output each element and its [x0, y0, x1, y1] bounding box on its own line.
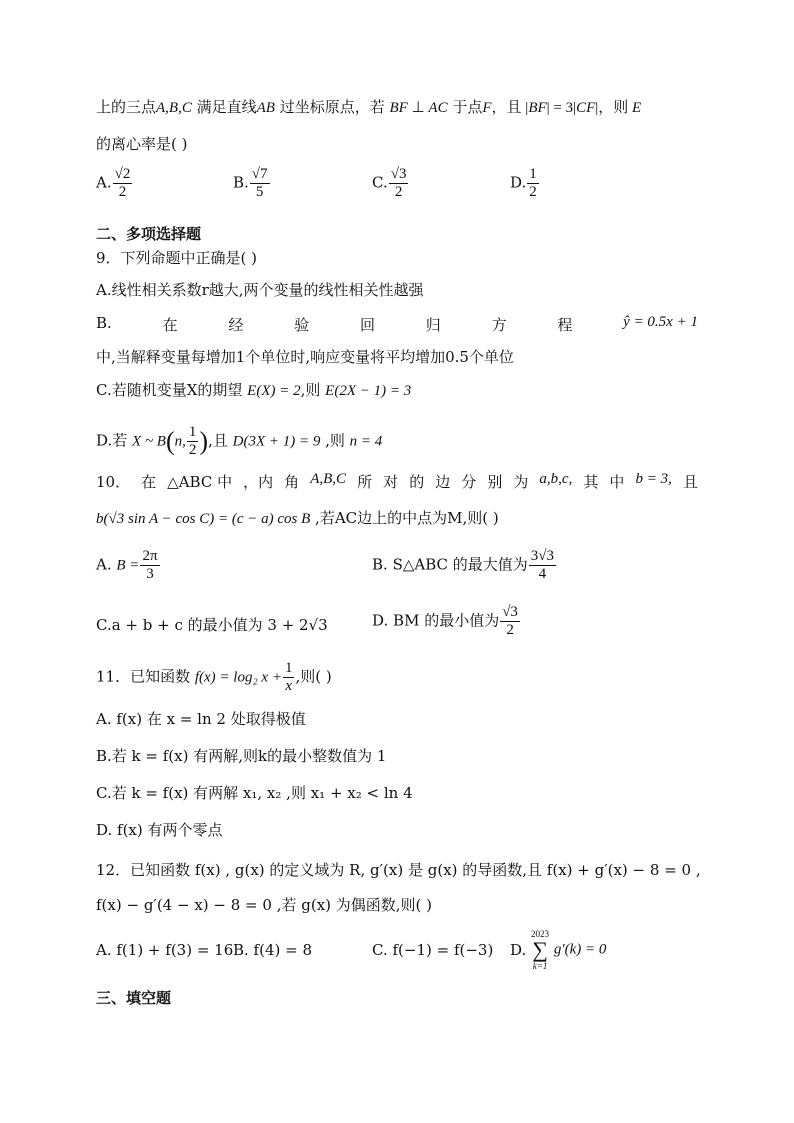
section-heading-multi-choice: 二、多项选择题 [96, 225, 202, 243]
q12-option-d[interactable]: D. 2023 ∑ k=1 g′(k) = 0 [510, 929, 607, 971]
q8-option-b[interactable]: B. $\frac{√7}{5}$ [233, 166, 268, 200]
q10-stem-line2: b(√3 sin A − cos C) = (c − a) cos B ,若AC边上的中点为M,则( ) [96, 509, 499, 527]
q11-option-d[interactable]: D. f(x) 有两个零点 [96, 821, 223, 839]
q10-stem-line1: 10． 在 △ABC 中 ，内 角 A,B,C 所 对 的 边 分 别 为 a,b,c, 其 中 b = 3, 且 [96, 471, 698, 491]
q9-stem: 9．下列命题中正确是( ) [96, 249, 258, 267]
q8-line2: 的离心率是( ) [96, 135, 188, 153]
q8-option-c[interactable]: C. $\frac{√3}{2}$ [372, 166, 407, 200]
q11-stem: 11．已知函数 f(x) = log₂ x + $\frac{1}{x}$ ,则( ) [96, 660, 332, 694]
q10-option-d[interactable]: D. BM 的最小值为 $\frac{√3}{2}$ [372, 604, 518, 638]
q9-option-b-line2: 中,当解释变量每增加1个单位时,响应变量将平均增加0.5个单位 [96, 348, 514, 366]
q12-stem-line2: f(x) − g′(4 − x) − 8 = 0 ,若 g(x) 为偶函数,则( ) [96, 896, 433, 914]
q8-option-a[interactable]: A. $\frac{√2}{2}$ [96, 166, 131, 200]
q9-option-b-line1[interactable]: B. 在 经 验 回 归 方 程 ŷ = 0.5x + 1 [96, 314, 698, 334]
q11-option-a[interactable]: A. f(x) 在 x = ln 2 处取得极值 [96, 710, 306, 728]
section-heading-fill-in: 三、填空题 [96, 989, 172, 1007]
q10-option-b[interactable]: B. S△ABC 的最大值为 $\frac{3√3}{4}$ [372, 548, 555, 582]
q11-option-b[interactable]: B.若 k = f(x) 有两解,则k的最小整数值为 1 [96, 747, 387, 765]
q11-option-c[interactable]: C.若 k = f(x) 有两解 x₁, x₂ ,则 x₁ + x₂ < ln 4 [96, 784, 413, 802]
q10-option-a[interactable]: A. B = $\frac{2\pi}{3}$ [96, 548, 158, 582]
q8-option-d[interactable]: D. $\frac{1}{2}$ [510, 166, 537, 200]
q10-option-c[interactable]: C.a + b + c 的最小值为 3 + 2√3 [96, 616, 328, 634]
q12-option-a[interactable]: A. f(1) + f(3) = 16 [96, 941, 234, 959]
q9-option-c[interactable]: C.若随机变量X的期望 E(X) = 2,则 E(2X − 1) = 3 [96, 381, 412, 399]
q12-stem-line1: 12．已知函数 f(x) , g(x) 的定义域为 R, g′(x) 是 g(x) 的导函数,且 f(x) + g′(x) − 8 = 0 , [96, 861, 701, 879]
q9-option-d[interactable]: D.若 X ~ B(n, $\frac{1}{2}$ ),且 D(3X + 1) = 9 ,则 n = 4 [96, 424, 383, 458]
q9-option-a[interactable]: A.线性相关系数r越大,两个变量的线性相关性越强 [96, 281, 424, 299]
q12-option-c[interactable]: C. f(−1) = f(−3) [372, 941, 494, 959]
q12-option-b[interactable]: B. f(4) = 8 [233, 941, 313, 959]
q8-line1: 上的三点A,B,C 满足直线AB 过坐标原点，若 BF ⊥ AC 于点F，且 |BF| = 3|CF|，则 E [96, 98, 642, 116]
summation-symbol: 2023 ∑ k=1 [531, 929, 550, 971]
